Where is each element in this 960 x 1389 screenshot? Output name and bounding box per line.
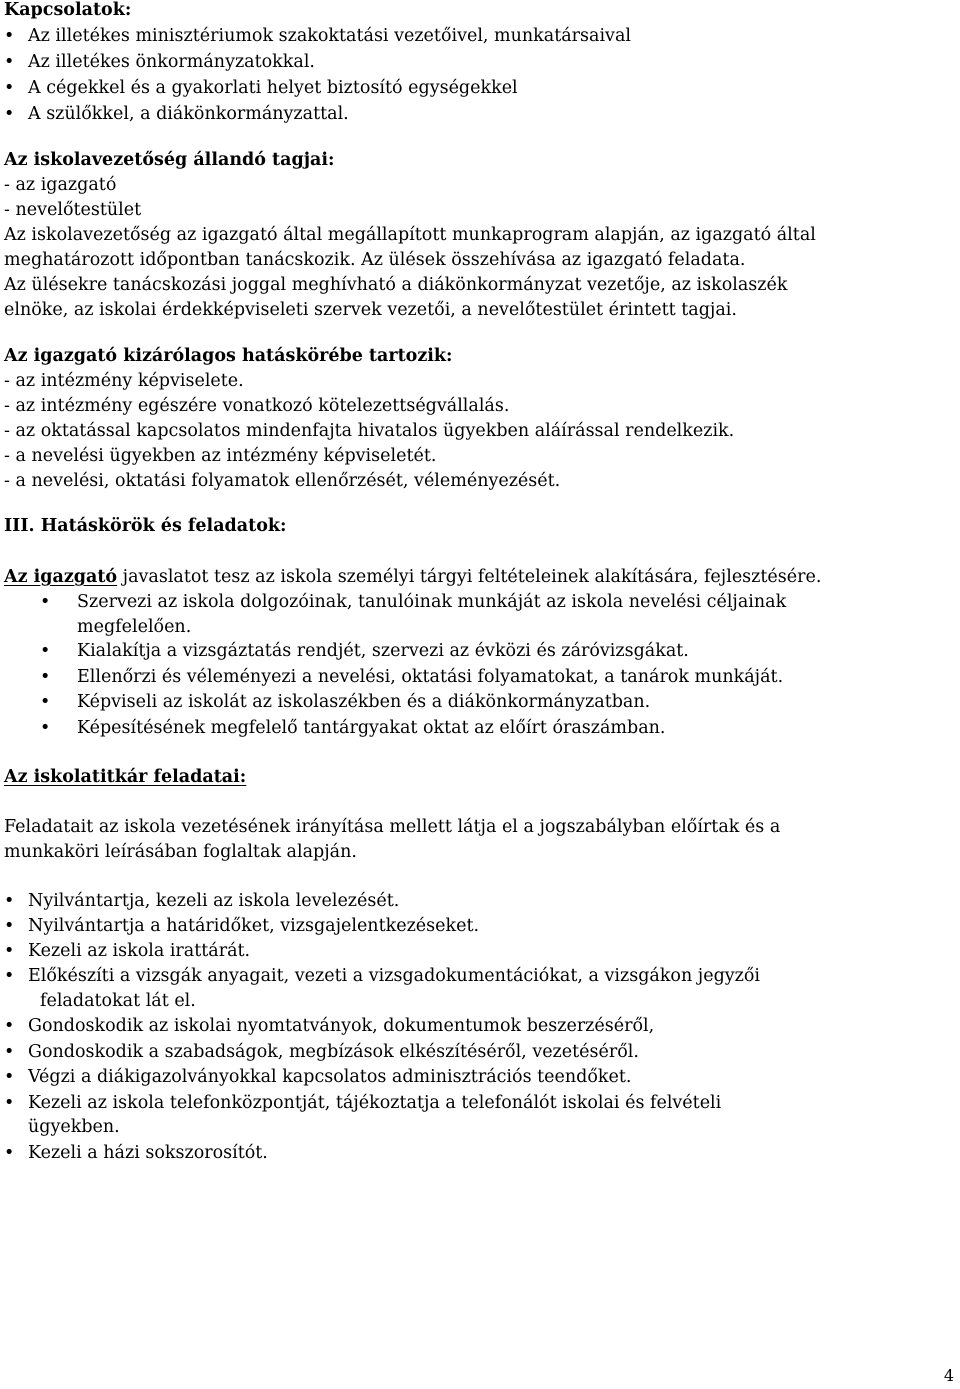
page-number: 4 <box>943 1366 954 1385</box>
list-item: • A szülőkkel, a diákönkormányzattal. <box>4 102 932 128</box>
section-title: Hatáskörök és feladatok: <box>40 516 287 536</box>
list-item: • Az illetékes minisztériumok szakoktatási vezetőivel, munkatársaival <box>4 24 932 50</box>
kapcsolatok-list <box>4 24 932 128</box>
vezetoseg-paragraph-1-line-2: meghatározott időpontban tanácskozik. Az ülések összehívása az igazgató feladata. <box>4 250 746 270</box>
list-item: • Kezeli a házi sokszorosítót. <box>4 1141 932 1166</box>
iskolatitkar-heading: Az iskolatitkár feladatai: <box>4 767 247 787</box>
list-item: • Szervezi az iskola dolgozóinak, tanulóinak munkáját az iskola nevelési céljainak megfelelően. <box>4 590 932 639</box>
vezetoseg-paragraph-2-line-1: Az ülésekre tanácskozási joggal meghívható a diákönkormányzat vezetője, az iskolaszék <box>4 275 788 295</box>
iskolatitkar-intro-line-2: munkaköri leírásában foglaltak alapján. <box>4 842 357 862</box>
iskolatitkar-intro-line-1: Feladatait az iskola vezetésének irányítása mellett látja el a jogszabályban előírtak és a <box>4 817 781 837</box>
section-number: III. <box>4 516 35 536</box>
member-line: - az igazgató <box>4 175 117 195</box>
list-item: • Gondoskodik a szabadságok, megbízások elkészítéséről, vezetéséről. <box>4 1040 932 1066</box>
list-item: • Ellenőrzi és véleményezi a nevelési, oktatási folyamatokat, a tanárok munkáját. <box>4 665 932 691</box>
list-item: • Kialakítja a vizsgáztatás rendjét, szervezi az évközi és záróvizsgákat. <box>4 639 932 665</box>
list-item: • Nyilvántartja, kezeli az iskola levelezését. <box>4 889 932 914</box>
list-item: • Végzi a diákigazolványokkal kapcsolatos adminisztrációs teendőket. <box>4 1065 932 1091</box>
kizarolagos-heading: Az igazgató kizárólagos hatáskörébe tartozik: <box>4 346 453 366</box>
list-item: • Kezeli az iskola telefonközpontját, tájékoztatja a telefonálót iskolai és felvételi ügyekben. <box>4 1091 932 1141</box>
list-item: • Képesítésének megfelelő tantárgyakat oktat az előírt óraszámban. <box>4 716 932 742</box>
list-item: • Az illetékes önkormányzatokkal. <box>4 50 932 76</box>
kizarolagos-item: - az intézmény egészére vonatkozó kötelezettségvállalás. <box>4 396 510 416</box>
list-item: • Képviseli az iskolát az iskolaszékben és a diákönkormányzatban. <box>4 690 932 716</box>
kapcsolatok-heading: Kapcsolatok: <box>4 0 132 20</box>
list-item: • A cégekkel és a gyakorlati helyet biztosító egységekkel <box>4 76 932 102</box>
iskolatitkar-list <box>4 889 932 1166</box>
vezetoseg-heading: Az iskolavezetőség állandó tagjai: <box>4 150 335 170</box>
vezetoseg-paragraph-1-line-1: Az iskolavezetőség az igazgató által megállapított munkaprogram alapján, az igazgató által <box>4 225 816 245</box>
kizarolagos-item: - az oktatással kapcsolatos mindenfajta hivatalos ügyekben aláírással rendelkezik. <box>4 421 735 441</box>
igazgato-lead <box>4 565 821 590</box>
list-item: • Előkészíti a vizsgák anyagait, vezeti a vizsgadokumentációkat, a vizsgákon jegyzői feladatokat lát el. <box>4 964 932 1014</box>
list-item: • Gondoskodik az iskolai nyomtatványok, dokumentumok beszerzéséről, <box>4 1014 932 1040</box>
list-item: • Nyilvántartja a határidőket, vizsgajelentkezéseket. <box>4 914 932 939</box>
vezetoseg-paragraph-2-line-2: elnöke, az iskolai érdekképviseleti szervek vezetői, a nevelőtestület érintett tagjai. <box>4 300 737 320</box>
kizarolagos-item: - az intézmény képviselete. <box>4 371 244 391</box>
kizarolagos-item: - a nevelési, oktatási folyamatok ellenőrzését, véleményezését. <box>4 471 561 491</box>
member-line: - nevelőtestület <box>4 200 142 220</box>
igazgato-lead-text: javaslatot tesz az iskola személyi tárgyi feltételeinek alakítására, fejlesztésére. <box>117 567 822 587</box>
list-item: • Kezeli az iskola irattárát. <box>4 939 932 964</box>
section-3-heading <box>4 514 286 539</box>
igazgato-list <box>4 590 932 741</box>
kizarolagos-item: - a nevelési ügyekben az intézmény képviseletét. <box>4 446 437 466</box>
igazgato-lead-bold: Az igazgató <box>4 567 118 587</box>
